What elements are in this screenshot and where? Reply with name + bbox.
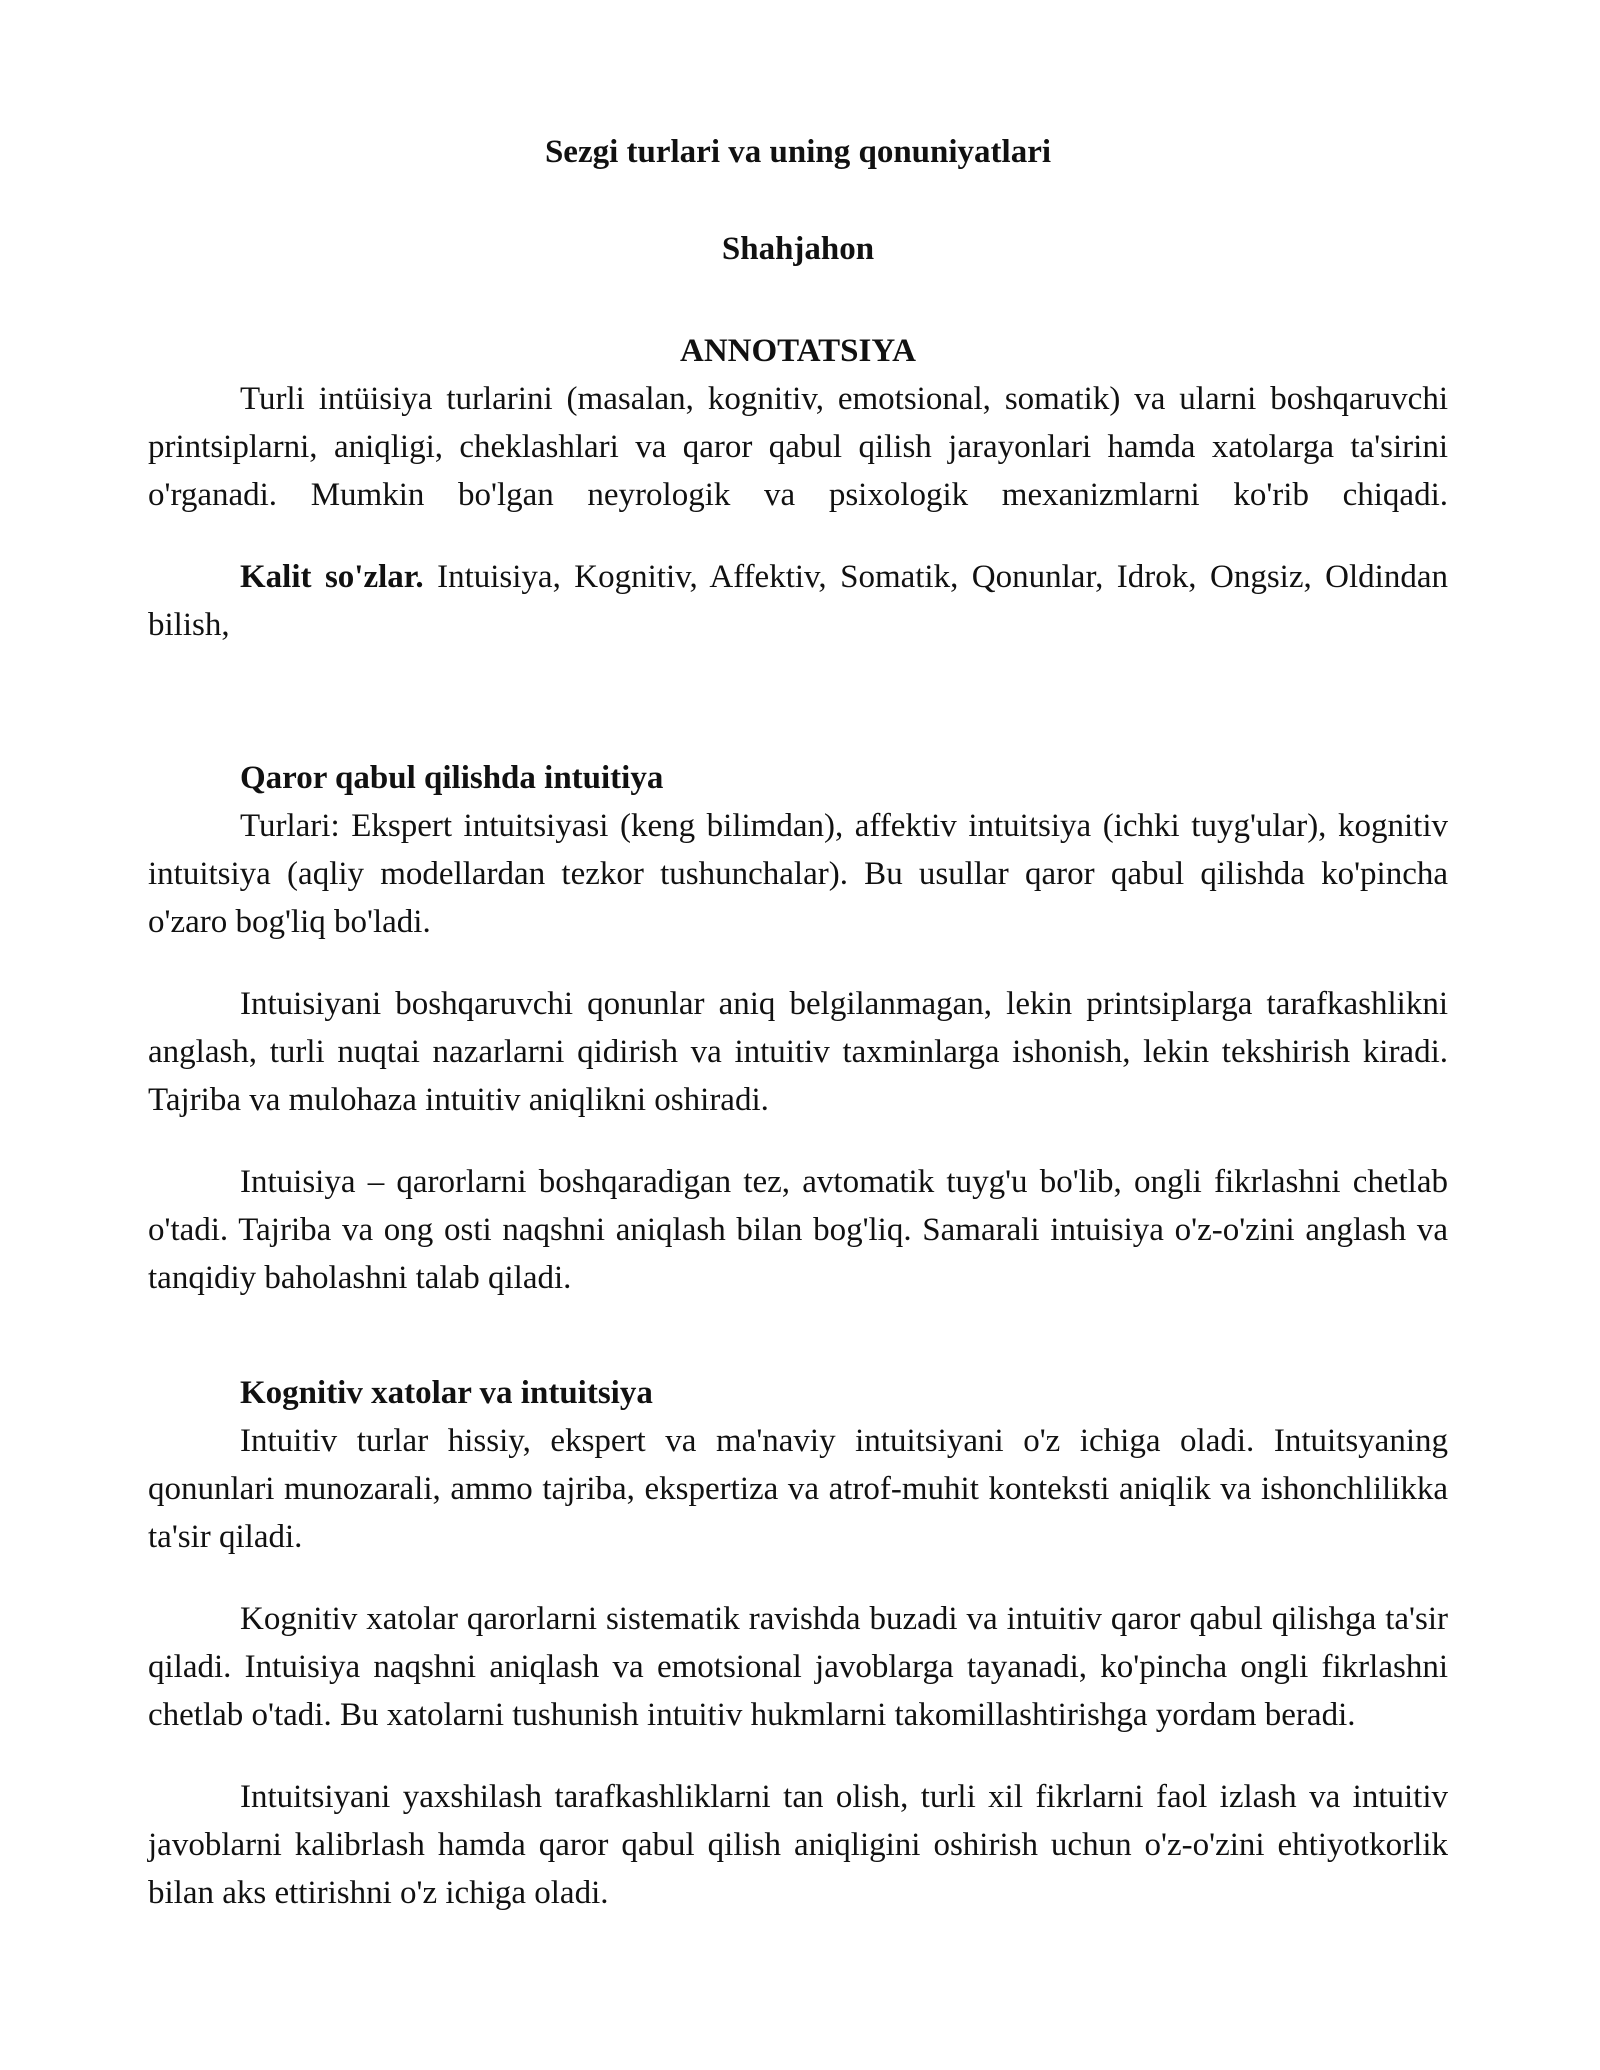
document-page	[148, 128, 1448, 1917]
annotation-paragraph: Turli intüisiya turlarini (masalan, kognitiv, emotsional, somatik) va ularni boshqaruvchi printsiplarni, aniqligi, cheklashlari va qaror qabul qilish jarayonlari hamda xatolarga ta'sirini o'rganadi. Mumkin bo'lgan neyrologik va psixologik mexanizmlarni ko'rib chiqadi.	[148, 381, 1448, 513]
keywords-text: Intuisiya, Kognitiv, Affektiv, Somatik, Qonunlar, Idrok, Ongsiz, Oldindan bilish,	[148, 559, 1448, 643]
author-name: Shahjahon	[721, 231, 875, 267]
section-paragraph: Turlari: Ekspert intuitsiyasi (keng bilimdan), affektiv intuitsiya (ichki tuyg'ular), kognitiv intuitsiya (aqliy modellardan tezkor tushunchalar). Bu usullar qaror qabul qilishda ko'pincha o'zaro bog'liq bo'ladi.	[148, 808, 1448, 940]
section-paragraph: Intuitsiyani yaxshilash tarafkashliklarni tan olish, turli xil fikrlarni faol izlash va intuitiv javoblarni kalibrlash hamda qaror qabul qilish aniqligini oshirish uchun o'z-o'zini ehtiyotkorlik bilan aks ettirishni o'z ichiga oladi.	[148, 1779, 1448, 1911]
section-heading: Kognitiv xatolar va intuitsiya	[240, 1375, 653, 1411]
section-paragraph: Intuisiyani boshqaruvchi qonunlar aniq belgilanmagan, lekin printsiplarga tarafkashlikni anglash, turli nuqtai nazarlarni qidirish va intuitiv taxminlarga ishonish, lekin tekshirish kiradi. Tajriba va mulohaza intuitiv aniqlikni oshiradi.	[148, 986, 1448, 1118]
document-title: Sezgi turlari va uning qonuniyatlari	[544, 134, 1052, 170]
keywords-label: Kalit so'zlar.	[240, 559, 424, 595]
section-heading: Qaror qabul qilishda intuitiya	[240, 760, 664, 796]
keywords-paragraph	[148, 553, 1448, 649]
section-paragraph: Intuitiv turlar hissiy, ekspert va ma'naviy intuitsiyani o'z ichiga oladi. Intuitsyaning qonunlari munozarali, ammo tajriba, ekspertiza va atrof-muhit konteksti aniqlik va ishonchlilikka ta'sir qiladi.	[148, 1423, 1448, 1555]
section-paragraph: Intuisiya – qarorlarni boshqaradigan tez, avtomatik tuyg'u bo'lib, ongli fikrlashni chetlab o'tadi. Tajriba va ong osti naqshni aniqlash bilan bog'liq. Samarali intuisiya o'z-o'zini anglash va tanqidiy baholashni talab qiladi.	[148, 1164, 1448, 1296]
annotation-heading: ANNOTATSIYA	[680, 333, 916, 369]
section-paragraph: Kognitiv xatolar qarorlarni sistematik ravishda buzadi va intuitiv qaror qabul qilishga ta'sir qiladi. Intuisiya naqshni aniqlash va emotsional javoblarga tayanadi, ko'pincha ongli fikrlashni chetlab o'tadi. Bu xatolarni tushunish intuitiv hukmlarni takomillashtirishga yordam beradi.	[148, 1601, 1448, 1733]
